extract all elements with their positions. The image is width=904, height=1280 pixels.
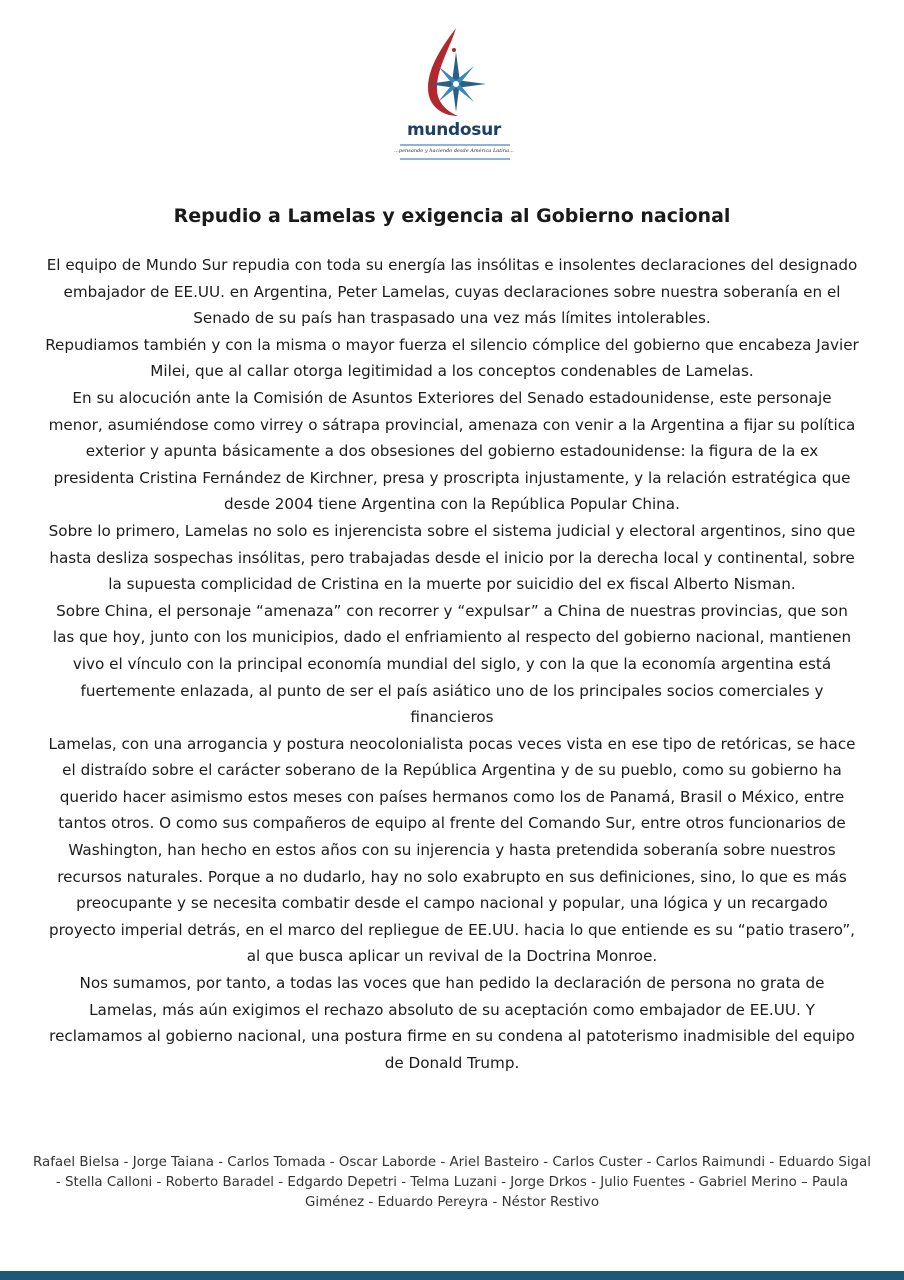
footer-bar	[0, 1271, 904, 1280]
paragraph: Repudiamos también y con la misma o mayor fuerza el silencio cómplice del gobierno que encabeza Javier Milei, que al callar otorga legitimidad a los conceptos condenables de Lamelas.	[45, 335, 859, 381]
brand-rule	[400, 144, 510, 146]
mundosur-logo	[392, 26, 516, 166]
brand-name: mundosur	[407, 120, 501, 140]
paragraph: El equipo de Mundo Sur repudia con toda su energía las insólitas e insolentes declaraciones del designado embajador de EE.UU. en Argentina, Peter Lamelas, cuyas declaraciones sobre nuestra soberanía en el Senado de su país han traspasado una vez más límites intolerables.	[46, 256, 858, 328]
paragraph: Sobre lo primero, Lamelas no solo es injerencista sobre el sistema judicial y electoral argentinos, sino que hasta desliza sospechas insólitas, pero trabajadas desde el inicio por la derecha local y continental, sobre la supuesta complicidad de Cristina en la muerte por suicidio del ex fiscal Alberto Nisman.	[48, 521, 856, 594]
registered-mark	[452, 48, 456, 52]
paragraph: Nos sumamos, por tanto, a todas las voces que han pedido la declaración de persona no grata de Lamelas, más aún exigimos el rechazo absoluto de su aceptación como embajador de EE.UU. Y reclamamos al gobierno nacional, una postura firme en su condena al patoterismo inadmisible del equipo de Donald Trump.	[49, 974, 855, 1072]
signatories: Rafael Bielsa - Jorge Taiana - Carlos Tomada - Oscar Laborde - Ariel Basteiro - Carlos Custer - Carlos Raimundi - Eduardo Sigal - Stella Calloni - Roberto Baradel - Edgardo Depetri - Telma Luzani - Jorge Drkos - Julio Fuentes - Gabriel Merino – Paula Giménez - Eduardo Pereyra - Néstor Restivo	[33, 1155, 871, 1210]
document-body	[44, 252, 860, 1076]
brand-tagline: ...pensando y haciendo desde América Latina...	[394, 148, 514, 154]
brand-rule-lower	[400, 158, 510, 160]
document-title: Repudio a Lamelas y exigencia al Gobierno nacional	[173, 205, 731, 227]
mundosur-logo-icon	[392, 26, 516, 126]
paragraph: En su alocución ante la Comisión de Asuntos Exteriores del Senado estadounidense, este personaje menor, asumiéndose como virrey o sátrapa provincial, amenaza con venir a la Argentina a fijar su política exterior y apunta básicamente a dos obsesiones del gobierno estadounidense: la figura de la ex presidenta Cristina Fernández de Kirchner, presa y proscripta injustamente, y la relación estratégica que desde 2004 tiene Argentina con la República Popular China.	[48, 388, 856, 514]
paragraph: Lamelas, con una arrogancia y postura neocolonialista pocas veces vista en ese tipo de retóricas, se hace el distraído sobre el carácter soberano de la República Argentina y de su pueblo, como su gobierno ha querido hacer asimismo estos meses con países hermanos como los de Panamá, Brasil o México, entre tantos otros. O como sus compañeros de equipo al frente del Comando Sur, entre otros funcionarios de Washington, han hecho en estos años con su injerencia y hasta pretendida soberanía sobre nuestros recursos naturales. Porque a no dudarlo, hay no solo exabrupto en sus definiciones, sino, lo que es más preocupante y se necesita combatir desde el campo nacional y popular, una lógica y un recargado proyecto imperial detrás, en el marco del repliegue de EE.UU. hacia lo que entiende es su “patio trasero”, al que busca aplicar un revival de la Doctrina Monroe.	[48, 734, 856, 966]
paragraph: Sobre China, el personaje “amenaza” con recorrer y “expulsar” a China de nuestras provincias, que son las que hoy, junto con los municipios, dado el enfriamiento al respecto del gobierno nacional, mantienen vivo el vínculo con la principal economía mundial del siglo, y con la que la economía argentina está fuertemente enlazada, al punto de ser el país asiático uno de los principales socios comerciales y financieros	[52, 601, 852, 727]
